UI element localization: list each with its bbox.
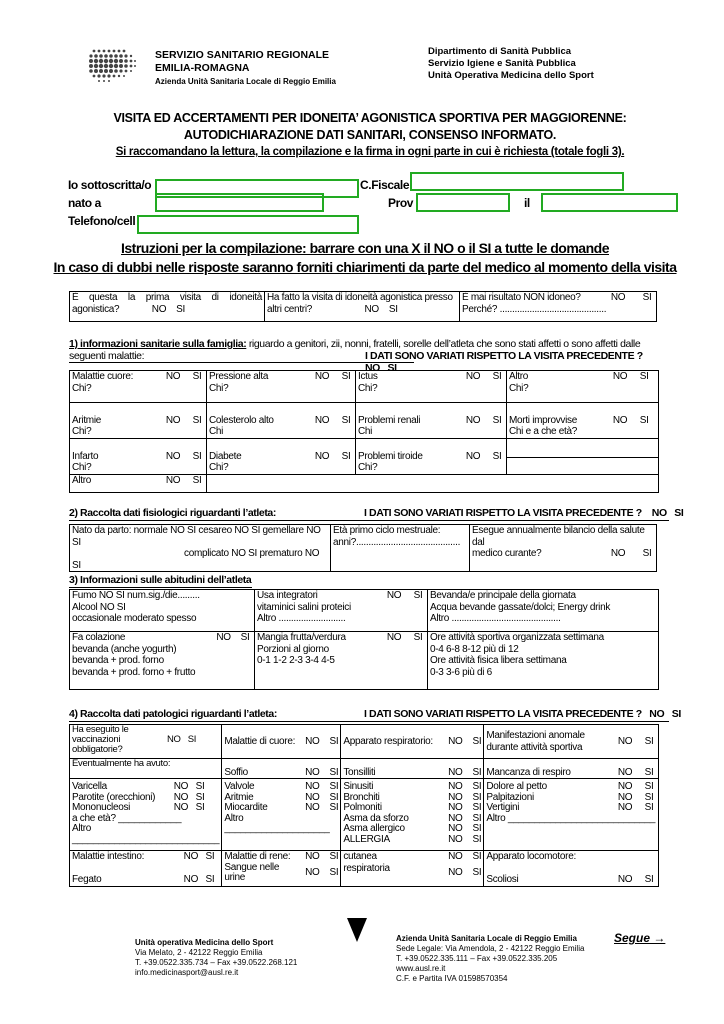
s4-cuore-label: Malattie di cuore:	[224, 735, 296, 747]
s4-manif-label: Manifestazioni anomale durante attività sportiva	[486, 730, 585, 753]
label-il: il	[524, 196, 530, 210]
instructions-line2: In caso di dubbi nelle risposte saranno forniti chiarimenti da parte del medico al momento della visita	[53, 259, 677, 275]
s3-bev-label: Bevanda/e principale della giornata	[430, 590, 576, 601]
s4-mono-no[interactable]: NO	[173, 802, 189, 813]
s4-eta-label[interactable]: a che età? ____________	[72, 812, 182, 824]
s4-scol-si[interactable]: SI	[644, 874, 654, 885]
s4-arit-label: Aritmie	[224, 791, 254, 803]
s4-resp-no[interactable]: NO	[448, 735, 463, 747]
s4-asma2-si[interactable]: SI	[472, 823, 482, 834]
footer-l1: Unità operativa Medicina dello Sport	[135, 938, 274, 947]
s4-vert-si[interactable]: SI	[644, 802, 654, 813]
s4-cut-label: cutanea	[343, 851, 377, 862]
s3-ore1-opts[interactable]: 0-4 6-8 8-12 più di 12	[430, 643, 519, 655]
fam-a3-label: Ictus	[358, 371, 378, 382]
header-left	[155, 49, 336, 88]
s4-varied-no[interactable]: NO	[649, 708, 665, 720]
s4-vert-no[interactable]: NO	[617, 802, 633, 813]
s4-varied	[364, 708, 681, 720]
footer-l4[interactable]: info.medicinasport@ausl.re.it	[135, 968, 239, 977]
s4-intest-label: Malattie intestino:	[72, 851, 145, 862]
s4-rene-label: Malattie di rene:	[224, 851, 291, 862]
s4-par-no[interactable]: NO	[173, 791, 189, 803]
fam-b2-si[interactable]: SI	[341, 414, 351, 426]
table-abitudini	[69, 589, 659, 690]
s4-loco-label: Apparato locomotore:	[486, 851, 576, 862]
fam-b1-chi: Chi?	[72, 426, 92, 437]
fam-altro-1	[507, 371, 659, 403]
fam-c2-chi: Chi?	[209, 462, 229, 473]
fam-b2-chi: Chi	[209, 426, 224, 437]
fam-c3-no[interactable]: NO	[465, 450, 481, 462]
s4-bron-label: Bronchiti	[343, 791, 380, 803]
q0-prima-visita	[70, 292, 265, 322]
fam-d1-label: Altro	[72, 475, 92, 486]
s4-intest-no[interactable]: NO	[183, 851, 199, 862]
s4-sinu-no[interactable]: NO	[448, 781, 463, 792]
s3-col-label: Fa colazione	[72, 632, 126, 643]
s4-cuore	[222, 725, 341, 759]
s4-palp-si[interactable]: SI	[644, 791, 654, 803]
header-right	[428, 46, 594, 82]
q0-c1-text: È mai risultato NON idoneo?	[462, 292, 581, 303]
s2-parto1: Nato da parto: normale NO SI cesareo NO SI gemellare NO SI	[72, 525, 321, 548]
s4-cuore-det	[222, 779, 341, 851]
s3-fumo[interactable]: Fumo NO SI num.sig./die.........	[72, 590, 200, 601]
fam-a4-no[interactable]: NO	[612, 371, 628, 382]
label-nato: nato a	[68, 196, 101, 210]
fam-d1-si[interactable]: SI	[192, 475, 202, 486]
q0-b-si[interactable]: SI	[388, 303, 398, 315]
s4-resp-det	[341, 779, 484, 851]
s3-integr-si[interactable]: SI	[413, 590, 423, 601]
fam-a4-si[interactable]: SI	[639, 371, 649, 382]
s4-sinu-si[interactable]: SI	[472, 781, 482, 792]
fam-renali	[356, 403, 507, 439]
fam-b4-no[interactable]: NO	[612, 414, 628, 426]
s4-sintomi	[484, 779, 659, 851]
fam-empty-divider	[507, 439, 658, 458]
s4-allerg-no[interactable]: NO	[448, 833, 463, 845]
s4-dol-si[interactable]: SI	[644, 781, 654, 792]
fam-c2-no[interactable]: NO	[314, 450, 330, 462]
s4-altro1-label[interactable]: Altro ____________________________	[72, 823, 220, 845]
s4-var-si[interactable]: SI	[195, 781, 205, 792]
s4-underline	[69, 721, 669, 722]
fam-b4-eta: Chi e a che età?	[509, 426, 578, 437]
s4-cut-no[interactable]: NO	[448, 851, 463, 862]
s4-bron-no[interactable]: NO	[448, 791, 463, 803]
table-prima-visita	[69, 291, 657, 322]
s1-intro	[69, 338, 669, 374]
s4-mono-si[interactable]: SI	[195, 802, 205, 813]
s4-valv-no[interactable]: NO	[305, 781, 320, 792]
footer-r3: T. +39.0522.335.111 – Fax +39.0522.335.205	[396, 954, 558, 963]
s4-manc-label: Mancanza di respiro	[486, 766, 571, 778]
s4-sangue-si[interactable]: SI	[329, 866, 339, 878]
fam-c3-si[interactable]: SI	[492, 450, 502, 462]
s4-arit-no[interactable]: NO	[305, 791, 320, 803]
s4-loco	[484, 851, 659, 887]
fam-a4-chi: Chi?	[509, 382, 529, 394]
s4-scol-label: Scoliosi	[486, 874, 519, 885]
fam-b1-no[interactable]: NO	[165, 414, 181, 426]
s3-colazione	[70, 632, 255, 690]
header-right-line1: Dipartimento di Sanità Pubblica	[428, 46, 572, 57]
header-right-line3: Unità Operativa Medicina dello Sport	[428, 70, 594, 81]
fam-c1-si[interactable]: SI	[192, 450, 202, 462]
fam-a1-no[interactable]: NO	[165, 371, 181, 382]
s4-valv-label: Valvole	[224, 781, 255, 792]
s3-underline	[69, 587, 252, 588]
s4-resp-label: Apparato respiratorio:	[343, 735, 433, 747]
title-line1: VISITA ED ACCERTAMENTI PER IDONEITA’ AGONISTICA SPORTIVA PER MAGGIORENNE:	[113, 111, 627, 125]
s2-ciclo	[331, 525, 470, 572]
s4-dol-no[interactable]: NO	[617, 781, 633, 792]
s4-sangue-label: Sangue nelle urine	[224, 861, 280, 883]
q0-a-no[interactable]: NO	[151, 303, 167, 315]
header-left-line2: EMILIA-ROMAGNA	[155, 62, 250, 74]
fam-c2-label: Diabete	[209, 450, 242, 462]
s4-manif-si[interactable]: SI	[644, 736, 654, 747]
s4-resp-si[interactable]: SI	[472, 735, 482, 747]
s4-varied-text: I DATI SONO VARIATI RISPETTO LA VISITA PRECEDENTE ?	[364, 708, 642, 720]
s4-polm-si[interactable]: SI	[472, 802, 482, 813]
s3-mangia-label: Mangia frutta/verdura	[257, 632, 346, 643]
s4-varied-si[interactable]: SI	[671, 708, 681, 720]
fam-a3-chi: Chi?	[358, 382, 378, 394]
s4-resp	[341, 725, 484, 759]
s2-bil1: Esegue annualmente bilancio della salute dal	[472, 525, 645, 548]
s2-varied	[364, 507, 683, 519]
s3-col2[interactable]: bevanda + prod. forno	[72, 655, 164, 666]
s4-var-label: Varicella	[72, 781, 107, 792]
footer-left	[135, 938, 297, 978]
header-left-line1: SERVIZIO SANITARIO REGIONALE	[155, 49, 330, 61]
fam-a2-si[interactable]: SI	[341, 371, 351, 382]
s4-tons-si[interactable]: SI	[472, 766, 482, 778]
s3-title: 3) Informazioni sulle abitudini dell’atleta	[69, 574, 252, 586]
input-tel[interactable]	[137, 215, 359, 234]
s4-var-no[interactable]: NO	[173, 781, 189, 792]
fam-a1-chi: Chi?	[72, 382, 92, 394]
title-line3: Si raccomandano la lettura, la compilazione e la firma in ogni parte in cui è richiesta (totale fogli 3).	[115, 146, 625, 158]
s3-alcool[interactable]: Alcool NO SI	[72, 601, 126, 613]
fam-b3-si[interactable]: SI	[492, 414, 502, 426]
label-tel: Telefono/cell	[68, 214, 136, 228]
s4-polm-label: Polmoniti	[343, 802, 382, 813]
label-cf: C.Fiscale	[360, 178, 410, 192]
fam-c3-label: Problemi tiroide	[358, 450, 423, 462]
s4-dol-label: Dolore al petto	[486, 781, 547, 792]
s4-event-label: Eventualmente ha avuto:	[72, 758, 171, 769]
s2-title: 2) Raccolta dati fisiologici riguardanti l’atleta:	[69, 507, 276, 519]
s4-rene-no[interactable]: NO	[305, 851, 320, 862]
s4-manc-si[interactable]: SI	[644, 766, 654, 778]
s4-respir-no[interactable]: NO	[448, 866, 463, 878]
input-prov[interactable]	[416, 193, 510, 212]
s2-varied-no[interactable]: NO	[651, 507, 667, 519]
fam-aritmie	[70, 403, 207, 439]
s4-mioc-si[interactable]: SI	[329, 802, 339, 813]
q0-c-si[interactable]: SI	[642, 292, 652, 303]
s4-bron-si[interactable]: SI	[472, 791, 482, 803]
s4-soffio	[222, 759, 341, 779]
s4-cuore-no[interactable]: NO	[305, 735, 320, 747]
s4-manif	[484, 725, 659, 759]
fam-tiroide	[356, 439, 507, 475]
s3-mangia-si[interactable]: SI	[413, 632, 423, 643]
header-right-line2: Servizio Igiene e Sanità Pubblica	[428, 58, 576, 69]
s4-vert-label: Vertigini	[486, 802, 520, 813]
footer-r1: Azienda Unità Sanitaria Locale di Reggio Emilia	[396, 934, 577, 943]
label-prov: Prov	[388, 196, 414, 210]
s4-respir-si[interactable]: SI	[472, 866, 482, 878]
s4-soffio-si[interactable]: SI	[329, 766, 339, 778]
footer-l2: Via Melato, 2 - 42122 Reggio Emilia	[135, 948, 263, 957]
fam-ictus	[356, 371, 507, 403]
fam-c3-chi: Chi?	[358, 462, 378, 473]
s3-alcool-opts[interactable]: occasionale moderato spesso	[72, 613, 197, 624]
input-data[interactable]	[541, 193, 678, 212]
fam-a1-si[interactable]: SI	[192, 371, 202, 382]
fam-empty	[507, 439, 659, 475]
s2-underline	[69, 520, 669, 521]
s4-asma2-label: Asma allergico	[343, 823, 405, 834]
q0-a-text: È questa la prima visita di idoneità agonistica?	[72, 292, 262, 315]
s2-parto2: complicato NO SI prematuro NO SI	[72, 548, 320, 571]
s4-rene	[222, 851, 341, 887]
fam-a1-label: Malattie cuore:	[72, 371, 134, 382]
s4-tons-no[interactable]: NO	[448, 766, 463, 778]
s3-col-si[interactable]: SI	[240, 632, 250, 643]
title-line2: AUTODICHIARAZIONE DATI SANITARI, CONSENSO INFORMATO.	[183, 128, 557, 142]
s3-integr-label: Usa integratori	[257, 590, 318, 601]
footer-r4[interactable]: www.ausl.re.it	[396, 964, 446, 973]
s3-mangia-no[interactable]: NO	[386, 632, 402, 643]
fam-morti	[507, 403, 659, 439]
s4-cut-si[interactable]: SI	[472, 851, 482, 862]
q0-b-no[interactable]: NO	[364, 303, 379, 315]
s2-parto	[70, 525, 331, 572]
s1-title: 1) informazioni sanitarie sulla famiglia:	[69, 338, 247, 350]
s4-sangue-no[interactable]: NO	[305, 866, 320, 878]
q0-a-si[interactable]: SI	[176, 303, 185, 315]
s4-soffio-label: Soffio	[224, 766, 248, 778]
s4-sinu-label: Sinusiti	[343, 781, 374, 792]
s4-asma1-no[interactable]: NO	[448, 812, 463, 824]
s2-ciclo2: anni?..........................................	[333, 536, 461, 548]
s4-manif-no[interactable]: NO	[617, 736, 633, 747]
s4-rene-si[interactable]: SI	[329, 851, 339, 862]
s4-altro2-label[interactable]: Altro ____________________	[224, 812, 330, 834]
fam-b4-si[interactable]: SI	[639, 414, 649, 426]
s4-manc-no[interactable]: NO	[617, 766, 633, 778]
s4-fegato-no[interactable]: NO	[183, 874, 199, 885]
continue-arrow-icon	[347, 918, 367, 942]
s4-respir-label: respiratoria	[343, 862, 390, 874]
s4-vacc-si[interactable]: SI	[187, 734, 197, 745]
s2-varied-text: I DATI SONO VARIATI RISPETTO LA VISITA PRECEDENTE ?	[364, 507, 642, 519]
s3-integratori	[255, 590, 428, 632]
fam-b1-si[interactable]: SI	[192, 414, 202, 426]
fam-c2-si[interactable]: SI	[341, 450, 351, 462]
s4-cuore-si[interactable]: SI	[329, 735, 339, 747]
s2-bil2: medico curante?	[472, 548, 542, 559]
header-left-line3: Azienda Unità Sanitaria Locale di Reggio Emilia	[155, 77, 336, 86]
q0-b-text: Ha fatto la visita di idoneità agonistica presso altri centri?	[267, 292, 453, 315]
s3-integr-no[interactable]: NO	[386, 590, 402, 601]
s4-allergia-det	[341, 851, 484, 887]
footer-r2: Sede Legale: Via Amendola, 2 - 42122 Reggio Emilia	[396, 944, 585, 953]
fam-a4-label: Altro	[509, 371, 529, 382]
s3-bevanda	[428, 590, 659, 632]
s3-col3[interactable]: bevanda + prod. forno + frutto	[72, 666, 196, 678]
label-sottoscritto: Io sottoscritta/o	[68, 178, 152, 192]
fam-a3-si[interactable]: SI	[492, 371, 502, 382]
input-cf[interactable]	[410, 172, 624, 191]
s3-frutta	[255, 632, 428, 690]
fam-b3-label: Problemi renali	[358, 414, 421, 426]
table-patologici	[69, 724, 659, 887]
fam-pressione	[207, 371, 356, 403]
s4-asma2-no[interactable]: NO	[448, 823, 463, 834]
fam-malattie-cuore	[70, 371, 207, 403]
s3-integr-altro[interactable]: Altro ...........................	[257, 613, 346, 624]
fam-diabete	[207, 439, 356, 475]
s4-fegato-label: Fegato	[72, 874, 102, 885]
fam-d1-no[interactable]: NO	[165, 475, 181, 486]
s4-vacc-label: Ha eseguito le vaccinazioni obbligatorie?	[72, 724, 129, 755]
s4-event	[70, 759, 222, 779]
s4-allerg-si[interactable]: SI	[472, 833, 482, 845]
fam-c1-chi: Chi?	[72, 462, 92, 473]
fam-altro-2-space	[207, 475, 659, 493]
fam-b2-no[interactable]: NO	[314, 414, 330, 426]
s1-varied-no[interactable]: NO	[365, 362, 380, 374]
fam-a2-label: Pressione alta	[209, 371, 269, 382]
s3-porz-label: Porzioni al giorno	[257, 643, 329, 655]
s3-fumo-alcool	[70, 590, 255, 632]
s4-manc	[484, 759, 659, 779]
s2-bil-no[interactable]: NO	[610, 548, 626, 559]
s4-infettive	[70, 779, 222, 851]
s4-mono-label: Mononucleosi	[72, 802, 131, 813]
footer-right	[396, 934, 584, 984]
fam-c1-no[interactable]: NO	[165, 450, 181, 462]
s4-mioc-no[interactable]: NO	[305, 802, 320, 813]
fam-colesterolo	[207, 403, 356, 439]
s4-polm-no[interactable]: NO	[448, 802, 463, 813]
fam-b4-label: Morti improvvise	[509, 414, 577, 426]
s4-tons-label: Tonsilliti	[343, 766, 376, 778]
q0-c2-text: Perché? ...........................................	[462, 303, 607, 315]
s3-porz-opts[interactable]: 0-1 1-2 2-3 3-4 4-5	[257, 655, 335, 666]
s1-varied-text: I DATI SONO VARIATI RISPETTO LA VISITA PRECEDENTE ?	[365, 350, 643, 362]
s2-bil-si[interactable]: SI	[642, 548, 652, 559]
q0-c-no[interactable]: NO	[610, 292, 626, 303]
s4-vacc-no[interactable]: NO	[167, 734, 181, 745]
table-famiglia	[69, 370, 659, 493]
table-fisiologici	[69, 524, 657, 572]
input-nato[interactable]	[155, 193, 324, 212]
instructions-line1: Istruzioni per la compilazione: barrare con una X il NO o il SI a tutte le domande	[121, 240, 609, 256]
segue-link[interactable]: Segue →	[614, 931, 666, 945]
s4-intest-si[interactable]: SI	[205, 851, 215, 862]
s4-par-label: Parotite (orecchioni)	[72, 791, 156, 803]
s2-bilancio	[470, 525, 657, 572]
s2-ciclo1: Età primo ciclo mestruale:	[333, 525, 441, 536]
s3-integr-opts[interactable]: vitaminici salini proteici	[257, 601, 351, 613]
s3-col-no[interactable]: NO	[216, 632, 231, 643]
s4-asma1-si[interactable]: SI	[472, 812, 482, 824]
fam-b3-chi: Chi	[358, 426, 373, 437]
s4-valv-si[interactable]: SI	[329, 781, 339, 792]
fam-c1-label: Infarto	[72, 450, 99, 462]
s4-scol-no[interactable]: NO	[617, 874, 633, 885]
s2-varied-si[interactable]: SI	[674, 507, 684, 519]
fam-altro-2	[70, 475, 207, 493]
s4-palp-label: Palpitazioni	[486, 791, 534, 803]
fam-a2-no[interactable]: NO	[314, 371, 330, 382]
s3-col1[interactable]: bevanda (anche yogurth)	[72, 643, 177, 655]
s4-fegato-si[interactable]: SI	[205, 874, 215, 885]
fam-b1-label: Aritmie	[72, 414, 102, 426]
s4-intest	[70, 851, 222, 887]
s4-asma1-label: Asma da sforzo	[343, 812, 409, 824]
s4-palp-no[interactable]: NO	[617, 791, 633, 803]
s3-ore2-label: Ore attività fisica libera settimana	[430, 655, 567, 666]
s4-soffio-no[interactable]: NO	[305, 766, 320, 778]
fam-a3-no[interactable]: NO	[465, 371, 481, 382]
q0-non-idoneo	[460, 292, 657, 322]
s3-ore1-label: Ore attività sportiva organizzata settimana	[430, 632, 604, 643]
fam-infarto	[70, 439, 207, 475]
s3-ore	[428, 632, 659, 690]
s1-text2: seguenti malattie:	[69, 350, 145, 362]
s4-vacc	[70, 725, 222, 759]
fam-a2-chi: Chi?	[209, 382, 229, 394]
s1-underline	[69, 362, 414, 363]
q0-altri-centri	[265, 292, 460, 322]
s4-altro3-label[interactable]: Altro ____________________________	[486, 812, 656, 824]
regione-logo	[88, 47, 138, 83]
s3-bev-altro[interactable]: Altro ............................................	[430, 613, 561, 624]
footer-r5: C.F. e Partita IVA 01598570354	[396, 974, 508, 983]
s1-text1: riguardo a genitori, zii, nonni, fratelli, sorelle dell’atleta che sono stati affetti o sono affetti dalle	[246, 338, 641, 350]
s4-arit-si[interactable]: SI	[329, 791, 339, 803]
s4-mioc-label: Miocardite	[224, 802, 268, 813]
s4-tons	[341, 759, 484, 779]
s3-ore2-opts[interactable]: 0-3 3-6 più di 6	[430, 666, 492, 678]
s1-varied-si[interactable]: SI	[387, 362, 397, 374]
s4-par-si[interactable]: SI	[195, 791, 205, 803]
footer-l3: T. +39.0522.335.734 – Fax +39.0522.268.121	[135, 958, 298, 967]
fam-b2-label: Colesterolo alto	[209, 414, 274, 426]
s4-title: 4) Raccolta dati patologici riguardanti l’atleta:	[69, 708, 277, 720]
s4-allerg-label: ALLERGIA	[343, 833, 390, 845]
fam-b3-no[interactable]: NO	[465, 414, 481, 426]
s3-bev-opts[interactable]: Acqua bevande gassate/dolci; Energy drink	[430, 601, 611, 613]
